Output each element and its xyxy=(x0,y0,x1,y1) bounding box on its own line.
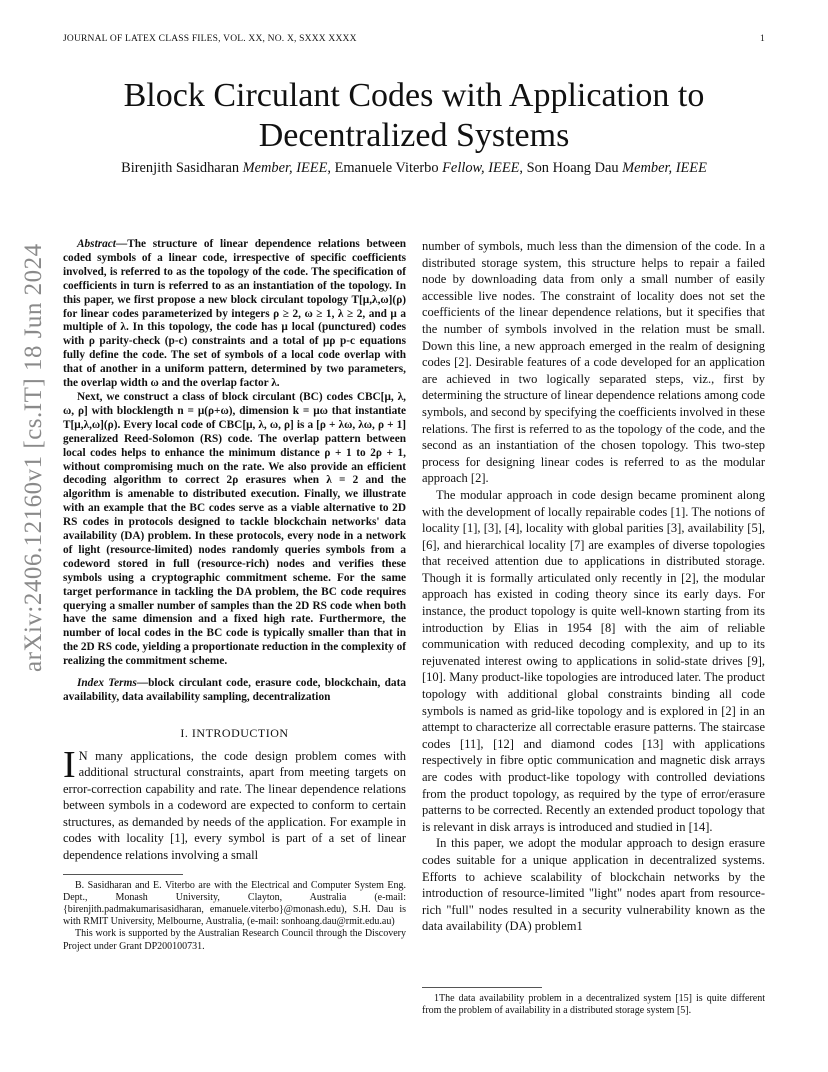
page-number: 1 xyxy=(760,34,765,44)
left-column xyxy=(63,238,406,953)
intro-paragraph-1 xyxy=(63,743,406,864)
index-terms-lead: Index Terms xyxy=(77,677,137,690)
running-head xyxy=(63,34,765,44)
right-column xyxy=(422,238,765,935)
intro-paragraph-3: The modular approach in code design became prominent along with the development of locally repairable codes [1]. The notions of locality [1], [3], [4], locality with global parities [3], availability [5], [6], and hierarchical locality [7] are examples of diverse topologies that received attention due to applications in distributed storage. Though it is formally articulated only recently in [2], the modular approach has existed in coding theory since its early days. For instance, the product topology is quite well-known starting from its introduction by Elias in 1954 [8] with the aim of reliable communication with reduced decoding complexity, and up to its rejuvenated interest owing to applications in solid-state drives [9], [10]. Many product-like topologies are introduced later. The product topology with additional global constraints binding all code symbols is named as grid-like topology and is explored in [2] in an attempt to characterize all correctable erasure patterns. The staircase codes [11], [12] and diamond codes [13] with applications respectively in fibre optic communication and magnetic disk arrays are codes with product-like topology with controlled deviations from the product topology, as required by the type of error/erasure patterns to be corrected. Recently an extended product topology that is relevant in disk arrays is introduced and studied in [14]. xyxy=(422,487,765,834)
author-role: Fellow, IEEE xyxy=(442,160,520,176)
author-role: Member, IEEE xyxy=(622,160,707,176)
footnote-rule xyxy=(422,987,542,988)
author-name: Birenjith Sasidharan xyxy=(121,160,240,176)
author-line: Birenjith Sasidharan Member, IEEE, Emanuele Viterbo Fellow, IEEE, Son Hoang Dau Member, IEEE xyxy=(121,160,707,176)
abstract xyxy=(63,238,406,669)
journal-header: JOURNAL OF LATEX CLASS FILES, VOL. XX, NO. X, SXXX XXXX xyxy=(63,34,357,44)
author-role: Member, IEEE xyxy=(242,160,328,176)
author-name: Son Hoang Dau xyxy=(526,160,619,176)
index-terms xyxy=(63,677,406,705)
intro-paragraph-2: number of symbols, much less than the dimension of the code. In a distributed storage system, this structure helps to repair a failed node by downloading data from only a small number of easily accessible live nodes. The constraint of locality does not set the coefficients of the linear dependence relations, but it specifies that the number of symbols involved in the relation must be small. Down this line, a new approach emerged in the realm of designing codes [2]. Desirable features of a code developed for an application are achieved in two logically separated steps, viz., first by determining the structure of linear dependence relations among code symbols, and second by specifying the coefficients involved in these relations. The first is referred to as the topology of the code, and the second as an instantiation of the chosen topology. This two-step process for designing linear codes is referred to as the modular approach [2]. xyxy=(422,239,765,486)
paper-title: Block Circulant Codes with Application to Decentralized Systems xyxy=(123,77,705,154)
affiliation-footnote: B. Sasidharan and E. Viterbo are with the Electrical and Computer System Eng. Dept., Monash University, Clayton, Australia (e-mail: {birenjith.padmakumarisasidharan, emanuele.viterbo}@monash.edu), S.H. Dau is with RMIT University, Melbourne, Australia, (e-mail: sonhoang.dau@rmit.edu.au) xyxy=(63,879,406,928)
intro-paragraph-4: In this paper, we adopt the modular approach to design erasure codes suitable for a unique application in decentralized systems. Efforts to achieve scalability of blockchain networks by the introduction of resource-limited "light" nodes apart from resource-rich "full" nodes resulted in a security vulnerability known as the data availability (DA) problem1 xyxy=(422,836,765,934)
funding-footnote: This work is supported by the Australian Research Council through the Discovery Project under Grant DP200100731. xyxy=(63,928,406,952)
author-name: Emanuele Viterbo xyxy=(334,160,439,176)
da-footnote: 1The data availability problem in a decentralized system [15] is quite different from the problem of availability in a distributed storage system [5]. xyxy=(422,993,765,1017)
arxiv-stamp: arXiv:2406.12160v1 [cs.IT] 18 Jun 2024 xyxy=(20,243,47,672)
index-terms-text: —block circulant code, erasure code, blockchain, data availability, data availability sampling, decentralization xyxy=(63,677,406,703)
abstract-text-1: —The structure of linear dependence relations between coded symbols of a linear code, irrespective of specific coefficients involved, is referred to as the topology of the code. The specification of coefficients in turn is referred to as an instantiation of the topology. In this paper, we first propose a new block circulant topology T[μ,λ,ω](ρ) for linear codes parameterized by integers ρ ≥ 2, ω ≥ 1, λ ≥ 2, and μ a multiple of λ. In this topology, the code has μ local (punctured) codes with ρ parity-check (p-c) constraints and a total of μρ p-c equations fully define the code. The set of symbols of a local code overlap with that of another in a uniform pattern, determined by two parameters, the overlap width ω and the overlap factor λ. xyxy=(63,238,406,390)
abstract-paragraph-2: Next, we construct a class of block circulant (BC) codes CBC[μ, λ, ω, ρ] with blocklength n = μ(ρ+ω), dimension k = μω that instantiate T[μ,λ,ω](ρ). Every local code of CBC[μ, λ, ω, ρ] is a [ρ + λω, λω, ρ + 1] generalized Reed-Solomon (RS) code. The overlap pattern between local codes helps to enhance the minimum distance ρ + 1 to 2ρ + 1, without compromising much on the rate. We also provide an efficient decoding algorithm to correct 2ρ erasures when λ = 2 and the algorithm is amenable to distributed execution. Finally, we illustrate with an example that the BC codes serve as a viable alternative to 2D RS codes in protocols designed to tackle blockchain networks' data availability (DA) problem. In these protocols, every node in a network of light (resource-limited) nodes randomly queries symbols from a codeword stored in full (resource-rich) nodes and verifies these symbols using a cryptographic commitment scheme. For the same target performance in tackling the DA problem, the BC code requires querying a smaller number of samples than the 2D RS code when both have the same dimension and a fixed high rate. Furthermore, the number of local codes in the BC code is typically smaller than that in the 2D RS code, yielding a proportionate reduction in the complexity of realizing the commitment scheme. xyxy=(63,390,406,668)
abstract-lead: Abstract xyxy=(77,238,116,250)
abstract-paragraph-1 xyxy=(63,238,406,391)
footnote-rule xyxy=(63,874,183,875)
drop-cap: I xyxy=(63,743,76,786)
section-heading: I. INTRODUCTION xyxy=(180,725,289,740)
right-footnote-area xyxy=(422,987,765,1017)
intro-text-1: N many applications, the code design problem comes with additional structural constraints, apart from meeting targets on error-correction capability and rate. The linear dependence relations between symbols in a codeword are expected to conform to certain structures, as demanded by needs of the application. For example in codes with locality [1], every symbol is part of a set of linear dependence relations involving a small xyxy=(63,748,406,863)
